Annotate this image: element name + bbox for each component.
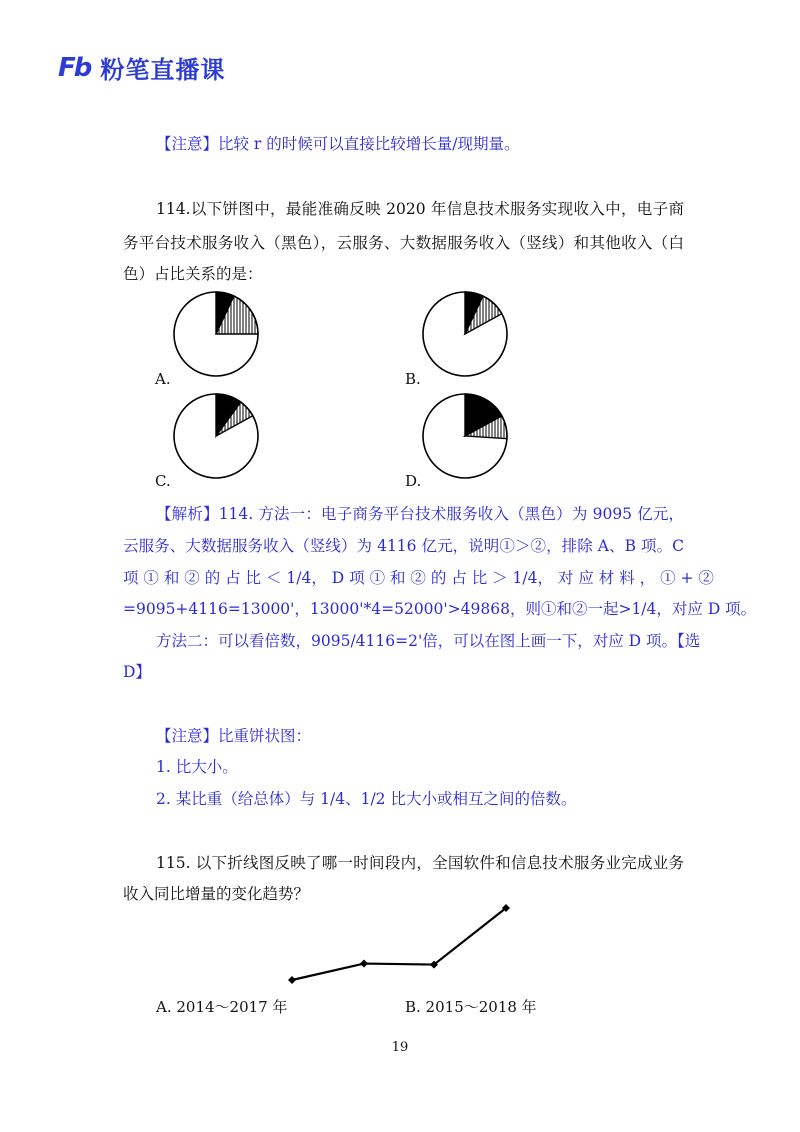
pie-chart-d [419,392,515,482]
trend-line-chart [280,900,520,990]
pie-chart-b [419,290,515,380]
note2-item-2: 2. 某比重（给总体）与 1/4、1/2 比大小或相互之间的倍数。 [156,790,577,808]
option-a-label: A. [155,370,171,388]
q114-line-1: 114.以下饼图中，最能准确反映 2020 年信息技术服务实现收入中，电子商 [156,200,684,218]
q114-line-3: 色）占比关系的是： [123,265,263,283]
q115-line-1: 115. 以下折线图反映了哪一时间段内，全国软件和信息技术服务业完成业务 [156,854,684,872]
analysis-line-4: =9095+4116=13000'，13000'*4=52000'>49868，则①和②一起>1/4，对应 D 项。 [123,600,757,618]
trend-line [292,908,506,980]
q114-line-2: 务平台技术服务收入（黑色），云服务、大数据服务收入（竖线）和其他收入（白 [123,234,684,252]
pie-chart-a [170,290,266,380]
analysis-line-1: 【解析】114. 方法一：电子商务平台技术服务收入（黑色）为 9095 亿元， [156,505,684,523]
note-compare-r: 【注意】比较 r 的时候可以直接比较增长量/现期量。 [156,135,520,153]
option-b-label: B. [405,370,421,388]
page-number: 19 [391,1040,409,1055]
brand-logo [58,50,225,85]
option-d-label: D. [405,472,422,490]
option-c-label: C. [155,472,171,490]
trend-point-marker [288,976,296,984]
trend-point-marker [360,960,368,968]
pie-chart-c [170,392,266,482]
analysis-line-6: D】 [123,663,151,681]
logo-text: 粉笔直播课 [100,56,226,84]
analysis-line-5: 方法二：可以看倍数，9095/4116=2'倍，可以在图上画一下，对应 D 项。【选 [156,632,701,650]
analysis-line-2: 云服务、大数据服务收入（竖线）为 4116 亿元，说明①＞②，排除 A、B 项。C [123,537,684,555]
q115-option-b: B. 2015～2018 年 [405,998,537,1016]
fb-logo-icon: Fb [58,52,91,83]
q115-option-a: A. 2014～2017 年 [156,998,288,1016]
q115-line-2: 收入同比增量的变化趋势？ [123,885,310,903]
note2-title: 【注意】比重饼状图： [156,727,312,745]
analysis-line-3: 项 ① 和 ② 的 占 比 ＜ 1/4， D 项 ① 和 ② 的 占 比 ＞ 1/4， 对 应 材 料 ， ① + ② [123,569,714,587]
note2-item-1: 1. 比大小。 [156,758,238,776]
